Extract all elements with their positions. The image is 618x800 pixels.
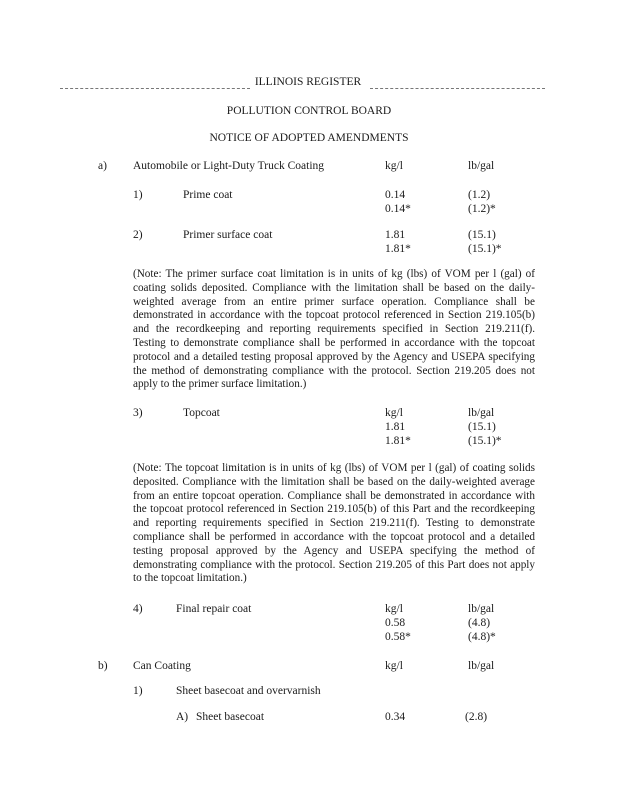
section-a-title: Automobile or Light-Duty Truck Coating — [133, 160, 325, 172]
value-kg: 0.58 — [385, 617, 406, 629]
item-number: 3) — [133, 407, 143, 419]
unit-lb-header: lb/gal — [468, 407, 495, 419]
unit-kg-header: kg/l — [385, 660, 403, 672]
header-rule-left — [60, 88, 250, 89]
unit-kg-header: kg/l — [385, 603, 403, 615]
unit-lb-header: lb/gal — [468, 660, 495, 672]
value-lb: (15.1) — [468, 421, 496, 433]
value-kg: 1.81 — [385, 421, 406, 433]
item-label: Primer surface coat — [183, 229, 273, 241]
value-lb: (15.1)* — [468, 243, 502, 255]
value-lb: (4.8) — [468, 617, 491, 629]
subitem-label: Sheet basecoat — [196, 711, 265, 723]
value-lb: (2.8) — [465, 711, 488, 723]
item-label: Prime coat — [183, 189, 233, 201]
item-label: Sheet basecoat and overvarnish — [176, 685, 321, 697]
value-kg: 0.58* — [385, 631, 411, 643]
item-label: Final repair coat — [176, 603, 252, 615]
section-b-title: Can Coating — [133, 660, 191, 672]
unit-kg-header: kg/l — [385, 407, 403, 419]
unit-kg-header: kg/l — [385, 160, 403, 172]
subitem-number: A) — [176, 711, 189, 723]
value-lb: (4.8)* — [468, 631, 496, 643]
unit-lb-header: lb/gal — [468, 160, 495, 172]
header-rule-right — [370, 88, 545, 89]
section-b-marker: b) — [98, 660, 108, 672]
value-lb: (15.1)* — [468, 435, 502, 447]
board-title: POLLUTION CONTROL BOARD — [226, 105, 392, 117]
item-number: 1) — [133, 685, 143, 697]
item-label: Topcoat — [183, 407, 220, 419]
primer-surface-note: (Note: The primer surface coat limitation is in units of kg (lbs) of VOM per l (gal) of coating solids deposited. Compliance with the limitation shall be based on the daily-weighted average from an entire primer surface operation. Compliance shall be demonstrated in accordance with the topcoat protocol referenced in Section 219.105(b) and the recordkeeping and reporting requirements specified in Section 219.211(f). Testing to demonstrate compliance shall be performed in accordance with the topcoat protocol and a detailed testing proposal approved by the Agency and USEPA specifying the method of demonstrating compliance with the protocol. Section 219.205 does not apply to the primer surface limitation.) — [133, 268, 535, 391]
value-lb: (1.2) — [468, 189, 491, 201]
value-kg: 1.81 — [385, 229, 406, 241]
item-number: 1) — [133, 189, 143, 201]
topcoat-note: (Note: The topcoat limitation is in units of kg (lbs) of VOM per l (gal) of coating solids deposited. Compliance with the limitation shall be based on the daily-weighted average from an entire topcoat operation. Compliance shall be demonstrated in accordance with the topcoat protocol referenced in Section 219.105(b) of this Part and the recordkeeping and reporting requirements specified in Section 219.211(f). Testing to demonstrate compliance shall be performed in accordance with the topcoat protocol and a detailed testing proposal approved by the Agency and USEPA specifying the method of demonstrating compliance with the protocol. Section 219.205 of this Part does not apply to the topcoat limitation.) — [133, 462, 535, 585]
value-kg: 1.81* — [385, 243, 411, 255]
value-kg: 1.81* — [385, 435, 411, 447]
value-lb: (1.2)* — [468, 203, 496, 215]
notice-title: NOTICE OF ADOPTED AMENDMENTS — [209, 132, 409, 144]
item-number: 4) — [133, 603, 143, 615]
unit-lb-header: lb/gal — [468, 603, 495, 615]
value-lb: (15.1) — [468, 229, 496, 241]
section-a-marker: a) — [98, 160, 107, 172]
value-kg: 0.14* — [385, 203, 411, 215]
value-kg: 0.14 — [385, 189, 406, 201]
value-kg: 0.34 — [385, 711, 406, 723]
item-number: 2) — [133, 229, 143, 241]
register-title: ILLINOIS REGISTER — [254, 76, 362, 88]
